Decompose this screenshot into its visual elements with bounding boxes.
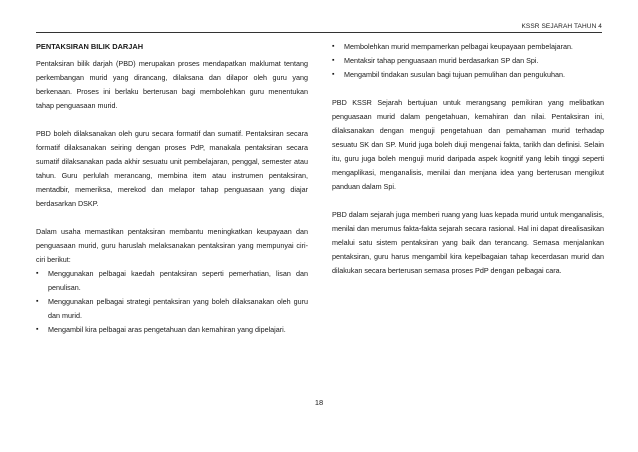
spacer <box>332 194 604 208</box>
spacer <box>36 211 308 225</box>
list-item-text: Menggunakan pelbagai strategi pentaksiran yang boleh dilaksanakan oleh guru dan murid. <box>48 297 308 320</box>
bullet-icon: ▪ <box>332 43 335 50</box>
list-item <box>332 68 604 82</box>
paragraph: Dalam usaha memastikan pentaksiran membantu meningkatkan keupayaan dan penguasaan murid, guru haruslah melaksanakan pentaksiran yang mempunyai ciri-ciri berikut: <box>36 227 308 264</box>
list-item <box>36 295 308 323</box>
bullet-list <box>36 267 308 337</box>
paragraph: PBD boleh dilaksanakan oleh guru secara formatif dan sumatif. Pentaksiran secara formatif dilaksanakan seiring dengan proses PdP, manakala pentaksiran secara sumatif dilaksanakan pada akhir sesuatu unit pembelajaran, penggal, semester atau tahun. Guru perlulah merancang, membina item atau instrumen pentaksiran, mentadbir, memeriksa, merekod dan melapor tahap penguasaan yang diajar berdasarkan DSKP. <box>36 129 308 208</box>
spacer <box>332 82 604 96</box>
page-number: 18 <box>314 398 324 407</box>
list-item <box>36 323 308 337</box>
bullet-icon: ▪ <box>36 326 39 333</box>
paragraph: Pentaksiran bilik darjah (PBD) merupakan proses mendapatkan maklumat tentang perkembangan murid yang dirancang, dilaksana dan dilapor oleh guru yang berkenaan. Proses ini berlaku berterusan bagi membolehkan guru menentukan tahap penguasaan murid. <box>36 59 308 110</box>
list-item-text: Menggunakan pelbagai kaedah pentaksiran seperti pemerhatian, lisan dan penulisan. <box>48 269 308 292</box>
list-item-text: Membolehkan murid mempamerkan pelbagai keupayaan pembelajaran. <box>344 42 573 51</box>
bullet-icon: ▪ <box>36 298 39 305</box>
list-item <box>332 40 604 54</box>
header-rule <box>36 32 602 33</box>
bullet-icon: ▪ <box>332 71 335 78</box>
bullet-icon: ▪ <box>332 57 335 64</box>
paragraph: PBD dalam sejarah juga memberi ruang yang luas kepada murid untuk menganalisis, menilai dan merumus fakta-fakta sejarah secara rasional. Hal ini dapat direalisasikan melalui satu sistem pentaksiran yang baik dan terancang. Semasa menjalankan pentaksiran, guru harus mengambil kira kepelbagaian tahap kecerdasan murid dan dilakukan secara berterusan semasa proses PdP dengan pelbagai cara. <box>332 210 604 275</box>
section-heading: PENTAKSIRAN BILIK DARJAH <box>36 42 144 51</box>
list-item-text: Mentaksir tahap penguasaan murid berdasarkan SP dan Spi. <box>344 56 539 65</box>
bullet-list <box>332 40 604 82</box>
list-item-text: Mengambil kira pelbagai aras pengetahuan dan kemahiran yang dipelajari. <box>48 325 286 334</box>
list-item <box>36 267 308 295</box>
right-column <box>332 40 604 278</box>
list-item-text: Mengambil tindakan susulan bagi tujuan pemulihan dan pengukuhan. <box>344 70 565 79</box>
left-column <box>36 40 308 337</box>
spacer <box>36 113 308 127</box>
list-item <box>332 54 604 68</box>
running-header: KSSR SEJARAH TAHUN 4 <box>521 23 602 30</box>
paragraph: PBD KSSR Sejarah bertujuan untuk merangsang pemikiran yang melibatkan penguasaan murid dalam pengetahuan, kemahiran dan nilai. Pentaksiran ini, dilaksanakan dengan menguji pengetahuan dan pemahaman murid terhadap sesuatu SK dan SP. Murid juga boleh diuji mengenai fakta, tarikh dan definisi. Selain itu, guru juga boleh menguji murid daripada aspek kognitif yang lebih tinggi seperti mengaplikasi, menganalisis, menilai dan menjana idea yang berterusan mengikut panduan dalam Spi. <box>332 98 604 191</box>
bullet-icon: ▪ <box>36 270 39 277</box>
